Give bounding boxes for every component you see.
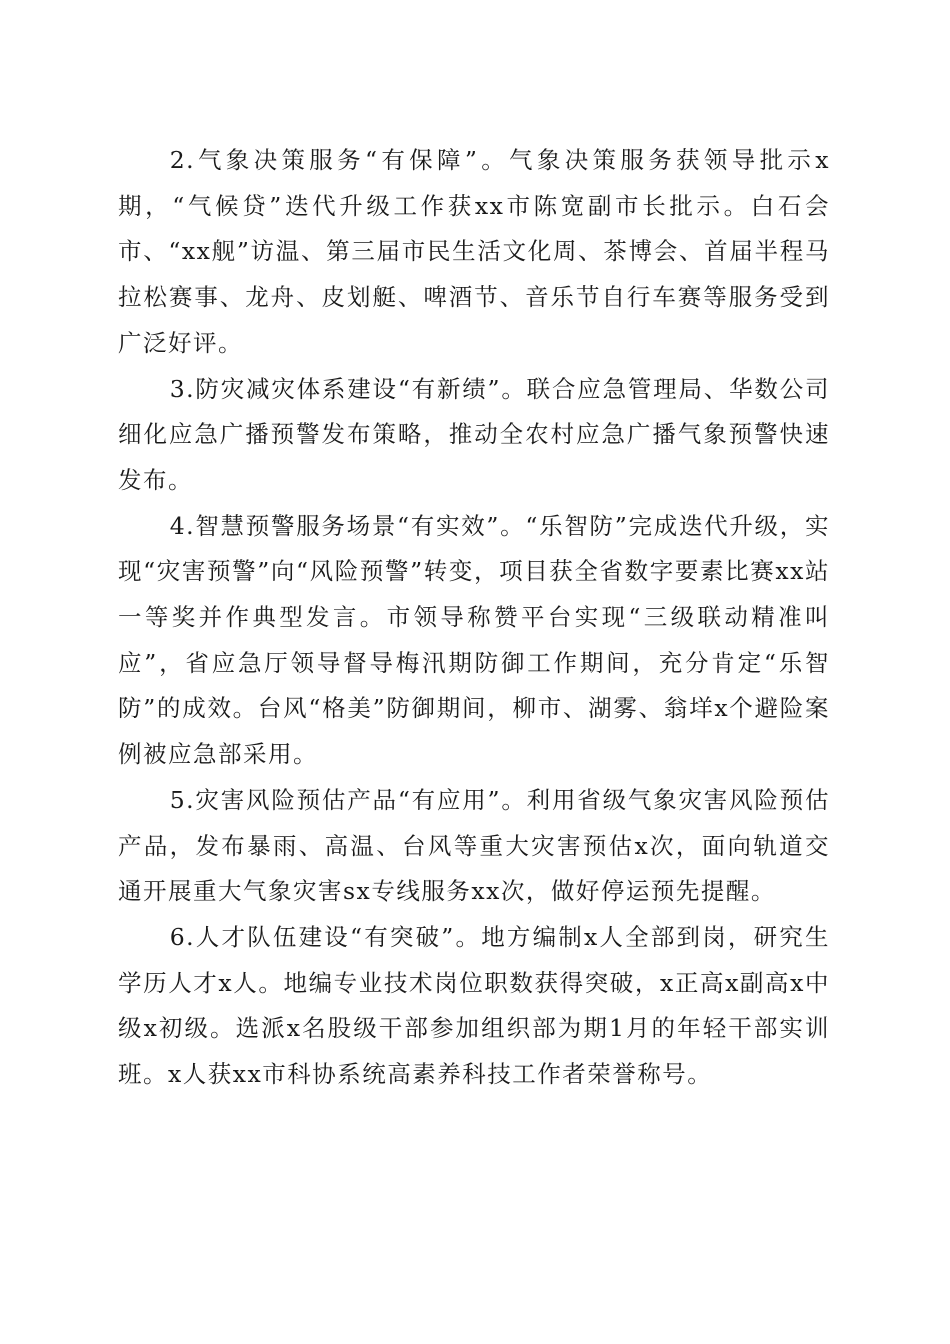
document-body [118,138,830,1098]
paragraph-risk-forecast: 5.灾害风险预估产品“有应用”。利用省级气象灾害风险预估产品，发布暴雨、高温、台风等重大灾害预估x次，面向轨道交通开展重大气象灾害sx专线服务xx次，做好停运预先提醒。 [118,785,830,906]
paragraph-smart-warning: 4.智慧预警服务场景“有实效”。“乐智防”完成迭代升级，实现“灾害预警”向“风险预警”转变，项目获全省数字要素比赛xx站一等奖并作典型发言。市领导称赞平台实现“三级联动精准叫应”，省应急厅领导督导梅汛期防御工作期间，充分肯定“乐智防”的成效。台风“格美”防御期间，柳市、湖雾、翁垟x个避险案例被应急部采用。 [118,511,830,769]
paragraph-disaster-prevention: 3.防灾减灾体系建设“有新绩”。联合应急管理局、华数公司细化应急广播预警发布策略，推动全农村应急广播气象预警快速发布。 [118,374,830,494]
paragraph-talent-team: 6.人才队伍建设“有突破”。地方编制x人全部到岗，研究生学历人才x人。地编专业技术岗位职数获得突破，x正高x副高x中级x初级。选派x名股级干部参加组织部为期1月的年轻干部实训班。x人获xx市科协系统高素养科技工作者荣誉称号。 [118,922,830,1089]
paragraph-decision-service: 2.气象决策服务“有保障”。气象决策服务获领导批示x期，“气候贷”迭代升级工作获xx市陈宽副市长批示。白石会市、“xx舰”访温、第三届市民生活文化周、茶博会、首届半程马拉松赛事、龙舟、皮划艇、啤酒节、音乐节自行车赛等服务受到广泛好评。 [118,146,830,357]
